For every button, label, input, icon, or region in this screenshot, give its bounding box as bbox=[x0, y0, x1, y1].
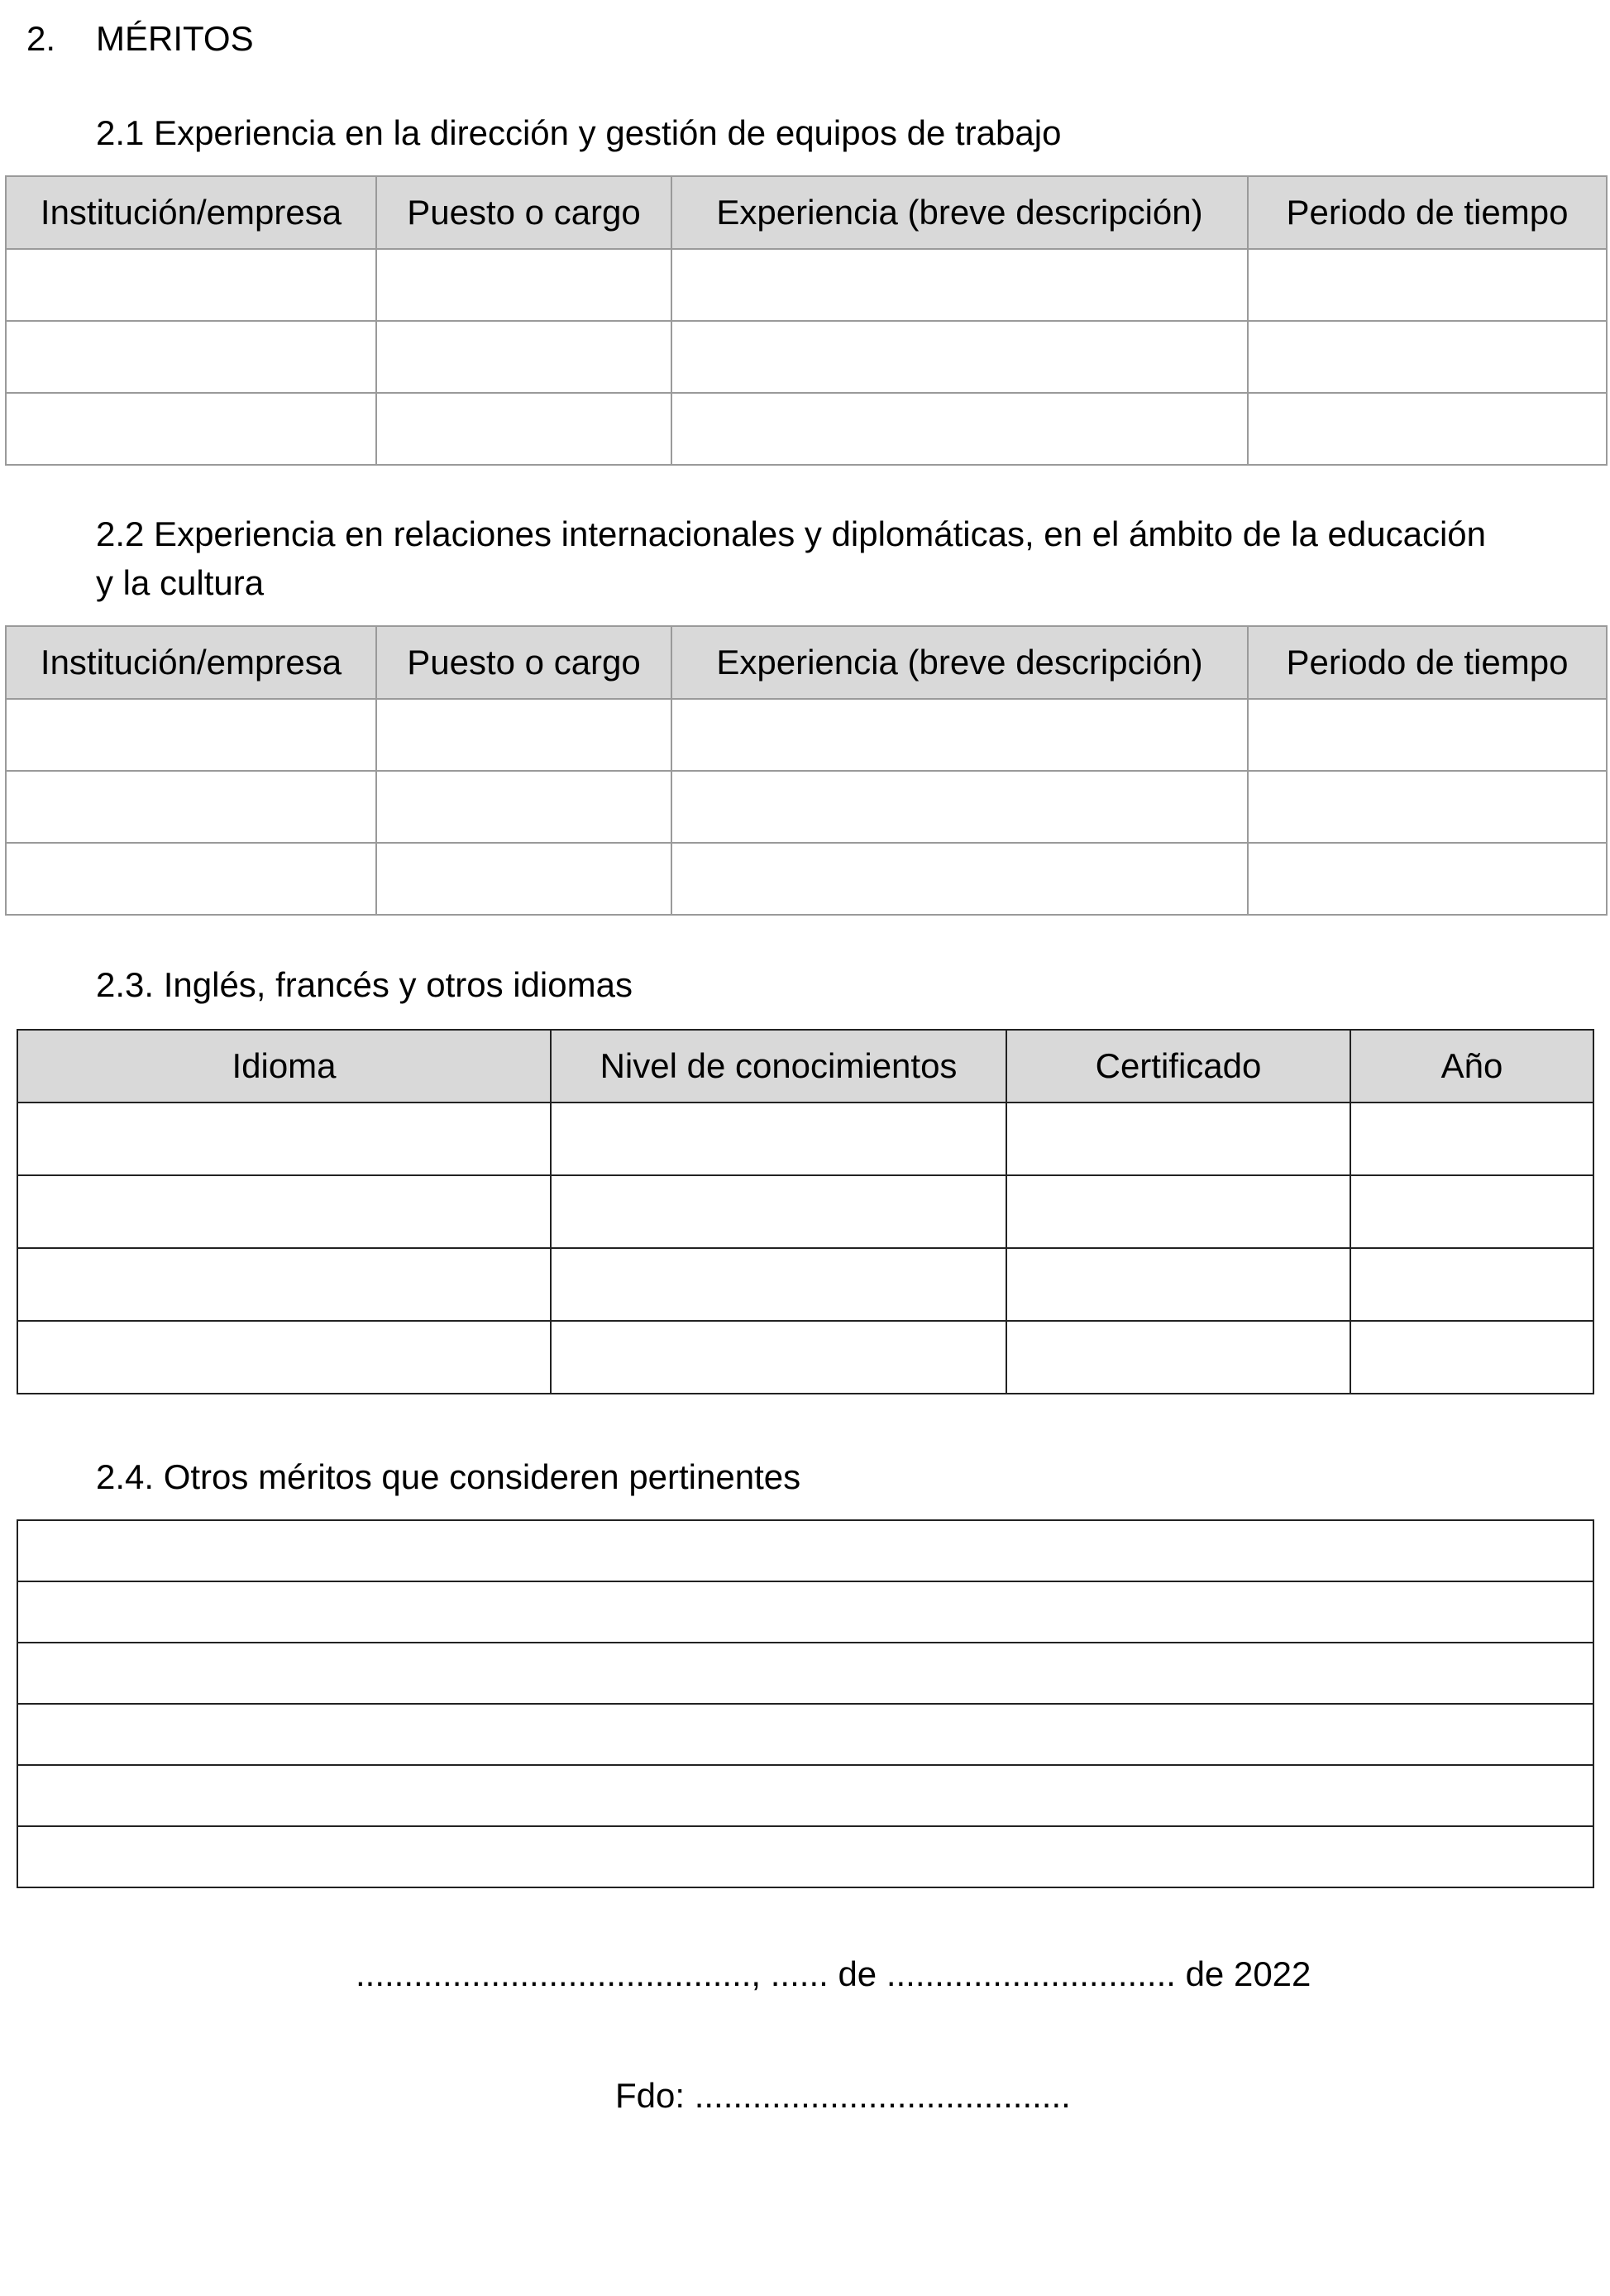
header-level: Nivel de conocimientos bbox=[551, 1030, 1006, 1103]
cell-merit[interactable] bbox=[17, 1765, 1593, 1826]
header-period: Periodo de tiempo bbox=[1248, 176, 1607, 249]
signature-date-line: ........................................., ...... de .............................. de 2022 bbox=[356, 1954, 1311, 1993]
header-position: Puesto o cargo bbox=[376, 176, 671, 249]
header-experience: Experiencia (breve descripción) bbox=[671, 626, 1248, 699]
cell-position[interactable] bbox=[376, 699, 671, 771]
cell-experience[interactable] bbox=[671, 249, 1248, 321]
table-header-row bbox=[6, 176, 1607, 249]
cell-merit[interactable] bbox=[17, 1826, 1593, 1887]
header-position: Puesto o cargo bbox=[376, 626, 671, 699]
cell-year[interactable] bbox=[1350, 1103, 1593, 1175]
table-row bbox=[17, 1643, 1593, 1704]
header-certificate: Certificado bbox=[1006, 1030, 1350, 1103]
cell-year[interactable] bbox=[1350, 1248, 1593, 1321]
cell-position[interactable] bbox=[376, 321, 671, 393]
header-language: Idioma bbox=[17, 1030, 551, 1103]
header-institution: Institución/empresa bbox=[6, 626, 376, 699]
table-row bbox=[17, 1826, 1593, 1887]
table-row bbox=[17, 1175, 1593, 1248]
cell-institution[interactable] bbox=[6, 393, 376, 465]
cell-institution[interactable] bbox=[6, 843, 376, 915]
cell-language[interactable] bbox=[17, 1248, 551, 1321]
table-row bbox=[6, 393, 1607, 465]
header-period: Periodo de tiempo bbox=[1248, 626, 1607, 699]
cell-language[interactable] bbox=[17, 1103, 551, 1175]
cell-merit[interactable] bbox=[17, 1704, 1593, 1765]
table-row bbox=[6, 699, 1607, 771]
table-row bbox=[17, 1765, 1593, 1826]
section-number: 2. bbox=[26, 19, 56, 58]
table-row bbox=[17, 1103, 1593, 1175]
table-row bbox=[17, 1581, 1593, 1643]
cell-position[interactable] bbox=[376, 843, 671, 915]
header-institution: Institución/empresa bbox=[6, 176, 376, 249]
subsection-2-2-title-line2: y la cultura bbox=[96, 563, 265, 602]
table-row bbox=[6, 249, 1607, 321]
cell-experience[interactable] bbox=[671, 393, 1248, 465]
subsection-2-4-title: 2.4. Otros méritos que consideren pertinentes bbox=[96, 1457, 801, 1496]
table-row bbox=[6, 771, 1607, 843]
cell-level[interactable] bbox=[551, 1103, 1006, 1175]
cell-level[interactable] bbox=[551, 1175, 1006, 1248]
table-management-experience bbox=[5, 175, 1608, 466]
cell-period[interactable] bbox=[1248, 843, 1607, 915]
table-header-row bbox=[17, 1030, 1593, 1103]
cell-period[interactable] bbox=[1248, 249, 1607, 321]
cell-year[interactable] bbox=[1350, 1175, 1593, 1248]
cell-language[interactable] bbox=[17, 1175, 551, 1248]
subsection-2-1-title: 2.1 Experiencia en la dirección y gestión de equipos de trabajo bbox=[96, 113, 1062, 152]
cell-experience[interactable] bbox=[671, 771, 1248, 843]
cell-experience[interactable] bbox=[671, 843, 1248, 915]
cell-institution[interactable] bbox=[6, 699, 376, 771]
header-year: Año bbox=[1350, 1030, 1593, 1103]
cell-position[interactable] bbox=[376, 249, 671, 321]
table-row bbox=[17, 1704, 1593, 1765]
table-row bbox=[17, 1321, 1593, 1394]
header-experience: Experiencia (breve descripción) bbox=[671, 176, 1248, 249]
cell-institution[interactable] bbox=[6, 249, 376, 321]
cell-merit[interactable] bbox=[17, 1643, 1593, 1704]
table-row bbox=[17, 1248, 1593, 1321]
subsection-2-2-title-line1: 2.2 Experiencia en relaciones internacionales y diplomáticas, en el ámbito de la educación bbox=[96, 514, 1487, 553]
subsection-2-3-title: 2.3. Inglés, francés y otros idiomas bbox=[96, 965, 633, 1004]
section-title: MÉRITOS bbox=[96, 19, 254, 58]
table-row bbox=[6, 843, 1607, 915]
table-other-merits bbox=[17, 1519, 1594, 1888]
cell-level[interactable] bbox=[551, 1321, 1006, 1394]
cell-experience[interactable] bbox=[671, 699, 1248, 771]
cell-certificate[interactable] bbox=[1006, 1321, 1350, 1394]
signature-signed-line: Fdo: ....................................... bbox=[615, 2076, 1071, 2115]
table-row bbox=[17, 1520, 1593, 1581]
cell-institution[interactable] bbox=[6, 771, 376, 843]
cell-period[interactable] bbox=[1248, 699, 1607, 771]
cell-period[interactable] bbox=[1248, 321, 1607, 393]
cell-certificate[interactable] bbox=[1006, 1103, 1350, 1175]
table-row bbox=[6, 321, 1607, 393]
cell-merit[interactable] bbox=[17, 1581, 1593, 1643]
cell-level[interactable] bbox=[551, 1248, 1006, 1321]
cell-year[interactable] bbox=[1350, 1321, 1593, 1394]
cell-experience[interactable] bbox=[671, 321, 1248, 393]
table-header-row bbox=[6, 626, 1607, 699]
cell-position[interactable] bbox=[376, 393, 671, 465]
cell-merit[interactable] bbox=[17, 1520, 1593, 1581]
cell-period[interactable] bbox=[1248, 771, 1607, 843]
table-languages bbox=[17, 1029, 1594, 1394]
cell-institution[interactable] bbox=[6, 321, 376, 393]
cell-certificate[interactable] bbox=[1006, 1175, 1350, 1248]
cell-certificate[interactable] bbox=[1006, 1248, 1350, 1321]
cell-period[interactable] bbox=[1248, 393, 1607, 465]
cell-position[interactable] bbox=[376, 771, 671, 843]
cell-language[interactable] bbox=[17, 1321, 551, 1394]
table-international-experience bbox=[5, 625, 1608, 916]
